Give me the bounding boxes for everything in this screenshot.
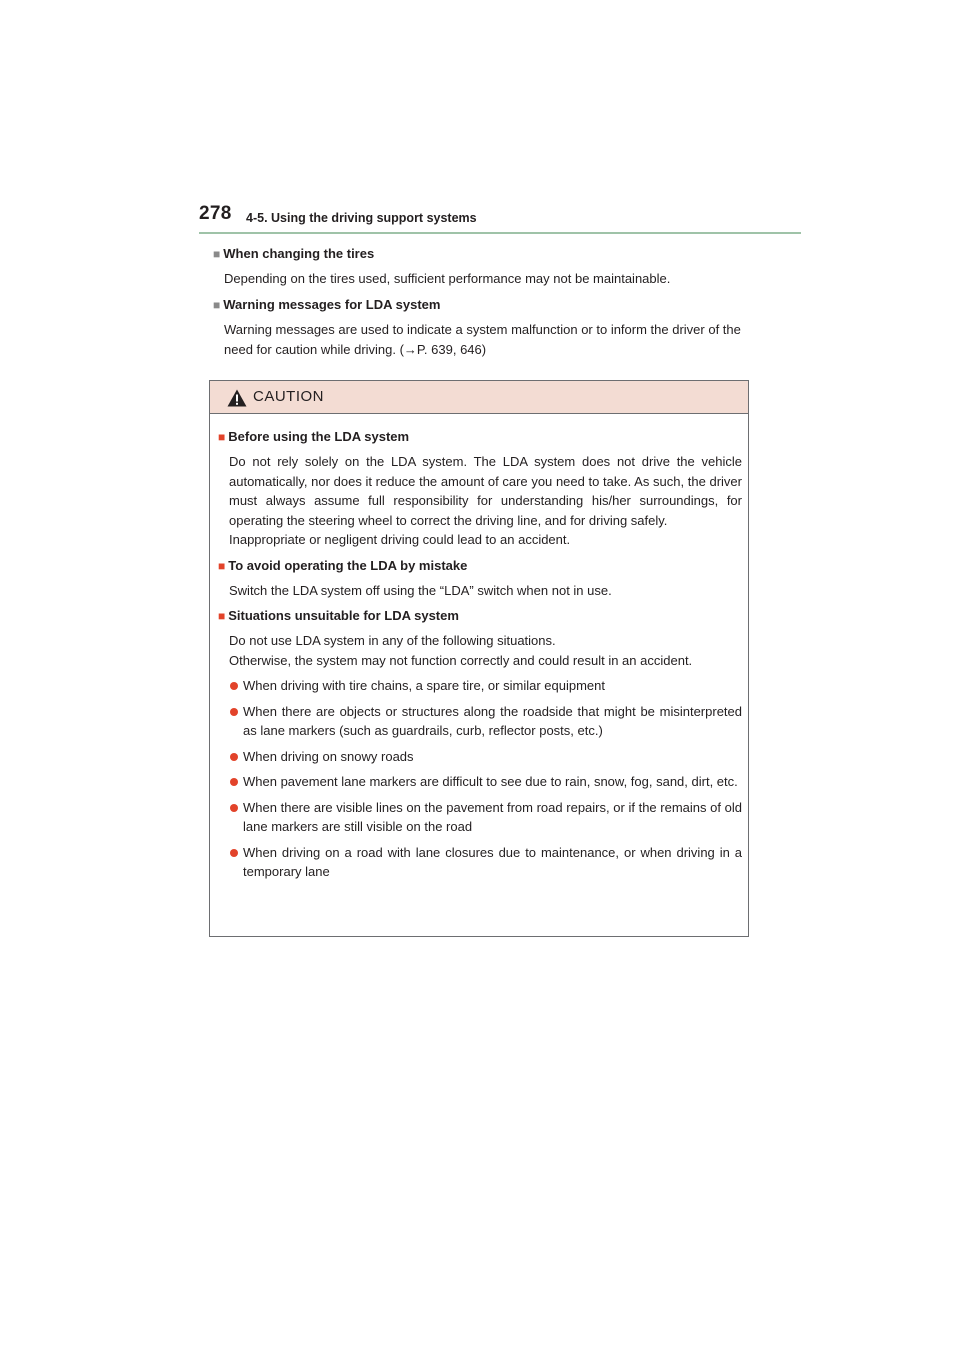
topic-heading: When changing the tires [223, 246, 375, 261]
list-item: When there are objects or structures along the roadside that might be misinterpreted as lane markers (such as guardrails, curb, reflector posts, etc.) [229, 702, 742, 741]
topic-tires [213, 245, 753, 289]
caution-heading: To avoid operating the LDA by mistake [228, 557, 468, 573]
caution-paragraph: Otherwise, the system may not function correctly and could result in an accident. [229, 652, 693, 668]
bullet-dot-icon [230, 753, 238, 761]
caution-paragraph: Switch the LDA system off using the “LDA” switch when not in use. [229, 582, 612, 598]
caution-title: CAUTION [253, 388, 324, 405]
square-bullet-icon: ■ [218, 430, 226, 444]
topic-heading: Warning messages for LDA system [223, 297, 441, 312]
caution-paragraph: Do not rely solely on the LDA system. The LDA system does not drive the vehicle automatically, nor does it reduce the amount of care you need to take. As such, the driver must always assume full responsibility for understanding his/her surroundings, for operating the steering wheel to correct the driving line, and for driving safely. [229, 454, 742, 528]
caution-paragraph: Do not use LDA system in any of the following situations. [229, 633, 556, 648]
page-header [199, 203, 801, 235]
bullet-dot-icon [230, 708, 238, 716]
caution-paragraph: Inappropriate or negligent driving could lead to an accident. [229, 532, 571, 547]
list-item: When pavement lane markers are difficult to see due to rain, snow, fog, sand, dirt, etc. [229, 772, 742, 792]
topic-warning-messages [213, 296, 753, 360]
topic-body: Warning messages are used to indicate a system malfunction or to inform the driver of the need for caution while driving. (→P. 639, 646) [224, 322, 741, 357]
caution-box [209, 380, 749, 937]
square-bullet-icon: ■ [213, 247, 221, 261]
section-title: 4-5. Using the driving support systems [246, 211, 477, 225]
caution-section-avoid-mistake [218, 557, 742, 601]
list-item: When driving on a road with lane closures due to maintenance, or when driving in a temporary lane [229, 843, 742, 882]
warning-triangle-icon [227, 389, 247, 407]
bullet-dot-icon [230, 849, 238, 857]
bullet-dot-icon [230, 682, 238, 690]
list-item: When there are visible lines on the pavement from road repairs, or if the remains of old lane markers are still visible on the road [229, 798, 742, 837]
caution-section-unsuitable [218, 607, 742, 882]
caution-heading: Situations unsuitable for LDA system [228, 608, 459, 623]
square-bullet-icon: ■ [218, 558, 226, 573]
square-bullet-icon: ■ [213, 298, 221, 312]
topic-body: Depending on the tires used, sufficient performance may not be maintainable. [224, 271, 671, 286]
bullet-dot-icon [230, 804, 238, 812]
page-number: 278 [199, 203, 232, 224]
bullet-dot-icon [230, 778, 238, 786]
list-item: When driving on snowy roads [229, 747, 742, 767]
situation-list [229, 676, 742, 882]
header-divider [199, 232, 801, 234]
caution-header [210, 381, 748, 414]
square-bullet-icon: ■ [218, 609, 226, 623]
info-topics [213, 245, 753, 360]
list-item: When driving with tire chains, a spare tire, or similar equipment [229, 676, 742, 696]
caution-section-before-use [218, 428, 742, 550]
caution-content [210, 414, 748, 882]
caution-heading: Before using the LDA system [228, 429, 410, 444]
